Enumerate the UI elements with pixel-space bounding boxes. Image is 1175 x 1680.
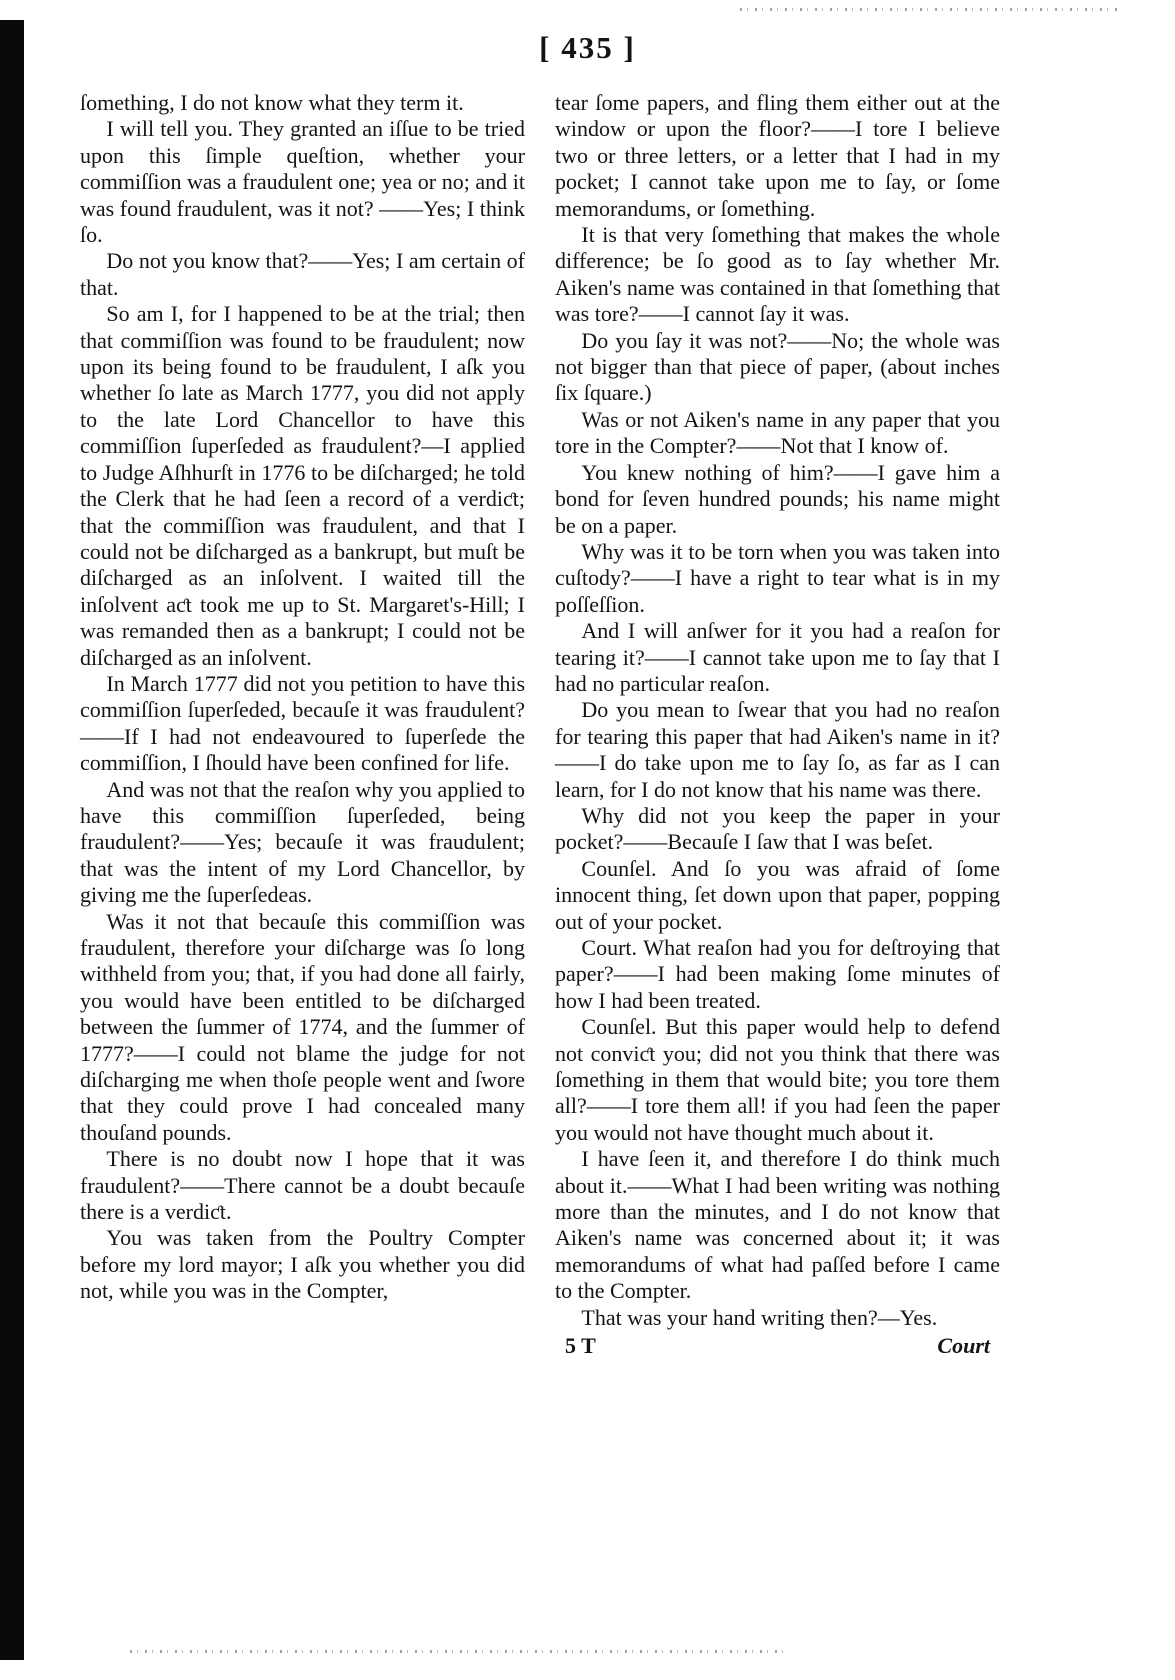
paragraph: Why did not you keep the paper in your pocket?——Becauſe I ſaw that I was beſet. bbox=[555, 802, 1000, 855]
paragraph: Why was it to be torn when you was taken into cuſtody?——I have a right to tear what is in my poſſeſſion. bbox=[555, 538, 1000, 617]
paragraph-continued: tear ſome papers, and fling them either out at the window or upon the floor?——I tore I believe two or three letters, or a letter that I had in my pocket; I cannot take upon me to ſay, or ſome memorandums, or ſomething. bbox=[555, 90, 1000, 221]
paragraph: Counſel. But this paper would help to defend not conviƈt you; did not you think that there was ſomething in them that would bite; you tore them all?——I tore them all! if you had ſeen the paper you would not have thought much about it. bbox=[555, 1014, 1000, 1145]
paragraph: Was it not that becauſe this commiſſion was fraudulent, therefore your diſcharge was ſo long withheld from you; that, if you had done all fairly, you would have been entitled to be diſcharged between the ſummer of 1774, and the ſummer of 1777?——I could not blame the judge for not diſcharging me when thoſe people went and ſwore that they could prove I had concealed many thouſand pounds. bbox=[80, 908, 525, 1145]
paragraph: And was not that the reaſon why you applied to have this commiſſion ſuperſeded, being fraudulent?——Yes; becauſe it was fraudulent; that was the intent of my Lord Chancellor, by giving me the ſuperſedeas. bbox=[80, 776, 525, 908]
paragraph: Do not you know that?——Yes; I am certain of that. bbox=[80, 248, 525, 300]
paragraph: Counſel. And ſo you was afraid of ſome innocent thing, ſet down upon that paper, popping out of your pocket. bbox=[555, 855, 1000, 934]
page-footer bbox=[555, 1333, 1000, 1359]
catchword: Court bbox=[937, 1333, 990, 1359]
paragraph: There is no doubt now I hope that it was fraudulent?——There cannot be a doubt becauſe there is a verdiƈt. bbox=[80, 1146, 525, 1225]
paragraph: It is that very ſomething that makes the whole difference; be ſo good as to ſay whether Mr. Aiken's name was contained in that ſomething that was tore?——I cannot ſay it was. bbox=[555, 222, 1000, 327]
paragraph: You was taken from the Poultry Compter before my lord mayor; I aſk you whether you did not, while you was in the Compter, bbox=[80, 1225, 525, 1304]
paragraph: Do you ſay it was not?——No; the whole was not bigger than that piece of paper, (about inches ſix ſquare.) bbox=[555, 327, 1000, 406]
paragraph: I have ſeen it, and therefore I do think much about it.——What I had been writing was nothing more than the minutes, and I do not know that Aiken's name was concerned about it; it was memorandums of what had paſſed before I came to the Compter. bbox=[555, 1146, 1000, 1304]
paragraph: Was or not Aiken's name in any paper that you tore in the Compter?——Not that I know of. bbox=[555, 406, 1000, 459]
paragraph: ſomething, I do not know what they term it. bbox=[80, 90, 464, 115]
paragraph: And I will anſwer for it you had a reaſon for tearing it?——I cannot take upon me to ſay that I had no particular reaſon. bbox=[555, 618, 1000, 696]
paragraph: So am I, for I happened to be at the trial; then that commiſſion was found to be fraudulent; now upon its being found to be fraudulent, I aſk you whether ſo late as March 1777, you did not apply to the late Lord Chancellor to have this commiſſion ſuperſeded as fraudulent?—I applied to Judge Aſhhurſt in 1776 to be diſcharged; he told the Clerk that he had ſeen a record of a verdiƈt; that the commiſſion was fraudulent, and that I could not be diſcharged as a bankrupt, but muſt be diſcharged as an inſolvent. I waited till the inſolvent aƈt took me up to St. Margaret's-Hill; I was remanded then as a bankrupt; I could not be diſcharged as an inſolvent. bbox=[80, 301, 525, 670]
signature-mark: 5 T bbox=[565, 1333, 596, 1359]
binding-edge bbox=[0, 20, 24, 1660]
paragraph: You knew nothing of him?——I gave him a bond for ſeven hundred pounds; his name might be on a paper. bbox=[555, 459, 1000, 538]
page-number: [ 435 ] bbox=[539, 30, 636, 65]
right-column bbox=[555, 90, 1000, 1360]
paragraph: I will tell you. They granted an iſſue to be tried upon this ſimple queſtion, whether your commiſſion was a fraudulent one; yea or no; and it was found fraudulent, was it not? ——Yes; I think ſo. bbox=[80, 116, 525, 248]
paragraph: Court. What reaſon had you for deſtroying that paper?——I had been making ſome minutes of how I had been treated. bbox=[555, 935, 1000, 1013]
paragraph: That was your hand writing then?—Yes. bbox=[581, 1304, 938, 1330]
paragraph: In March 1777 did not you petition to have this commiſſion ſuperſeded, becauſe it was fraudulent?——If I had not endeavoured to ſuperſede the commiſſion, I ſhould have been confined for life. bbox=[80, 670, 525, 776]
paragraph: Do you mean to ſwear that you had no reaſon for tearing this paper that had Aiken's name in it?——I do take upon me to ſay ſo, as far as I can learn, for I do not know that his name was there. bbox=[555, 697, 1000, 802]
scan-speckle-bottom bbox=[130, 1650, 790, 1653]
left-column bbox=[80, 90, 525, 1305]
scan-speckle-top bbox=[740, 8, 1120, 11]
